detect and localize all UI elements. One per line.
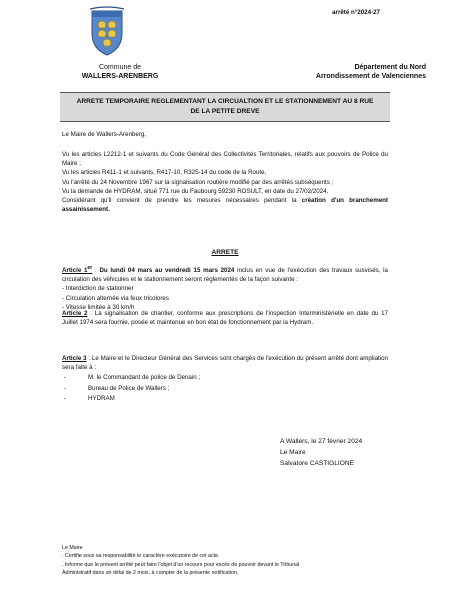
measure-2: - Circulation alternée via feux tricolores <box>62 294 169 302</box>
footer-line-3: . Informe que le présent arrêté peut faire l'objet d'un recours pour excès de pouvoir devant le Tribunal <box>62 561 300 568</box>
coat-of-arms-icon <box>88 5 126 57</box>
recipients-list <box>62 373 362 405</box>
department-name: Département du Nord <box>354 64 426 71</box>
signature-block <box>280 436 362 469</box>
signature-place-date: A Wallers, le 27 février 2024 <box>280 438 363 445</box>
signature-name: Salvatore CASTIGLIONE <box>280 460 355 467</box>
commune-name: WALLERS-ARENBERG <box>81 73 159 80</box>
article-2: Article 2 : La signalisation de chantier, conforme aux prescriptions de l'inspection Interministérielle en date du 17 Juillet 1974 sera fournie, posée et maintenue en bon état de fonctionnement par la Hydram. <box>62 310 388 327</box>
footer-notice <box>62 544 402 577</box>
visas-block <box>62 150 388 214</box>
article-2-text: La signalisation de chantier, conforme aux prescriptions de l'inspection Interministérielle en date du 17 Juillet 1974 sera fournie, posée et maintenue en bon état de fonctionnement par la Hydram. <box>62 310 388 327</box>
commune-block <box>60 63 180 81</box>
article-1-label: Article 1er <box>62 265 93 275</box>
article-3-label: Article 3 <box>62 355 87 362</box>
article-2-label: Article 2 <box>62 310 88 317</box>
decree-title <box>60 92 390 122</box>
article-1: Article 1er : Du lundi 04 mars au vendredi 15 mars 2024 inclus en vue de l'exécution des travaux susvisés, la circulation des véhicules et le stationnement seront réglementés de la façon suivante : - Interdiction de stationner - Circulation alternée via feux tricolores - Vitesse limitée à 30 km/h <box>62 265 389 311</box>
decree-title-line-1: ARRETE TEMPORAIRE REGLEMENTANT LA CIRCUALTION ET LE STATIONNEMENT AU 8 RUE <box>76 98 374 105</box>
measure-1: - Interdiction de stationner <box>62 285 134 293</box>
reference-number: arrêté n°2024-27 <box>332 9 380 16</box>
article-3: Article 3 : Le Maire et le Directeur Général des Services sont chargés de l'exécution du présent arrêté dont ampliation sera faite à : <box>62 355 388 372</box>
signature-role: Le Maire <box>280 449 306 456</box>
considerant-text: Considérant qu'il convient de prendre les mesures nécessaires pendant la <box>62 197 302 205</box>
article-3-text: Le Maire et le Directeur Général des Services sont chargés de l'exécution du présent arrêté dont ampliation sera faite à : <box>62 355 388 372</box>
article-1-dates: Du lundi 04 mars au vendredi 15 mars 2024 <box>99 267 235 275</box>
considerant <box>62 196 388 214</box>
article-1-text: inclus en vue de l'exécution des travaux susvisés, la circulation des véhicules et le stationnement seront réglementés de la façon suivante : <box>62 267 389 284</box>
arrete-heading: ARRETE <box>211 249 239 256</box>
visa-4: Vu la demande de HYDRAM, situé 771 rue du Faubourg 59230 ROSULT, en date du 27/02/2024. <box>62 187 329 195</box>
visa-3: Vu l'arrêté du 24 Novembre 1967 sur la signalisation routière modifié par des arrêtés subséquents ; <box>62 178 334 186</box>
list-item: - M. le Commandant de police de Denain ; <box>64 374 201 381</box>
intro-text: Le Maire de Wallers-Arenberg, <box>62 131 147 138</box>
department-block <box>246 63 426 81</box>
footer-line-4: Administratif dans un délai de 2 mois, à compter de la présente notification. <box>62 569 239 576</box>
list-item: - HYDRAM <box>64 395 115 402</box>
footer-line-1: Le Maire <box>62 545 83 551</box>
measure-3: - Vitesse limitée à 30 km/h <box>62 303 135 311</box>
arrondissement-name: Arrondissement de Valenciennes <box>315 73 426 80</box>
footer-line-2: . Certifie sous sa responsabilité le caractère exécutoire de cet acte. <box>62 553 220 560</box>
list-item: - Bureau de Police de Wallers ; <box>64 384 170 392</box>
considerant-object: création d'un branchement assainissement. <box>62 197 388 214</box>
visa-1: Vu les articles L2212-1 et suivants du Code Général des Collectivités Territoriales, relatifs aux pouvoirs de Police du Maire ; <box>62 151 388 168</box>
commune-label: Commune de <box>98 64 142 71</box>
decree-title-line-2: DE LA PETITE DREVE <box>190 108 260 115</box>
visa-2: Vu les articles R411-1 et suivants, R417-10, R325-14 du code de la Route, <box>62 169 267 177</box>
